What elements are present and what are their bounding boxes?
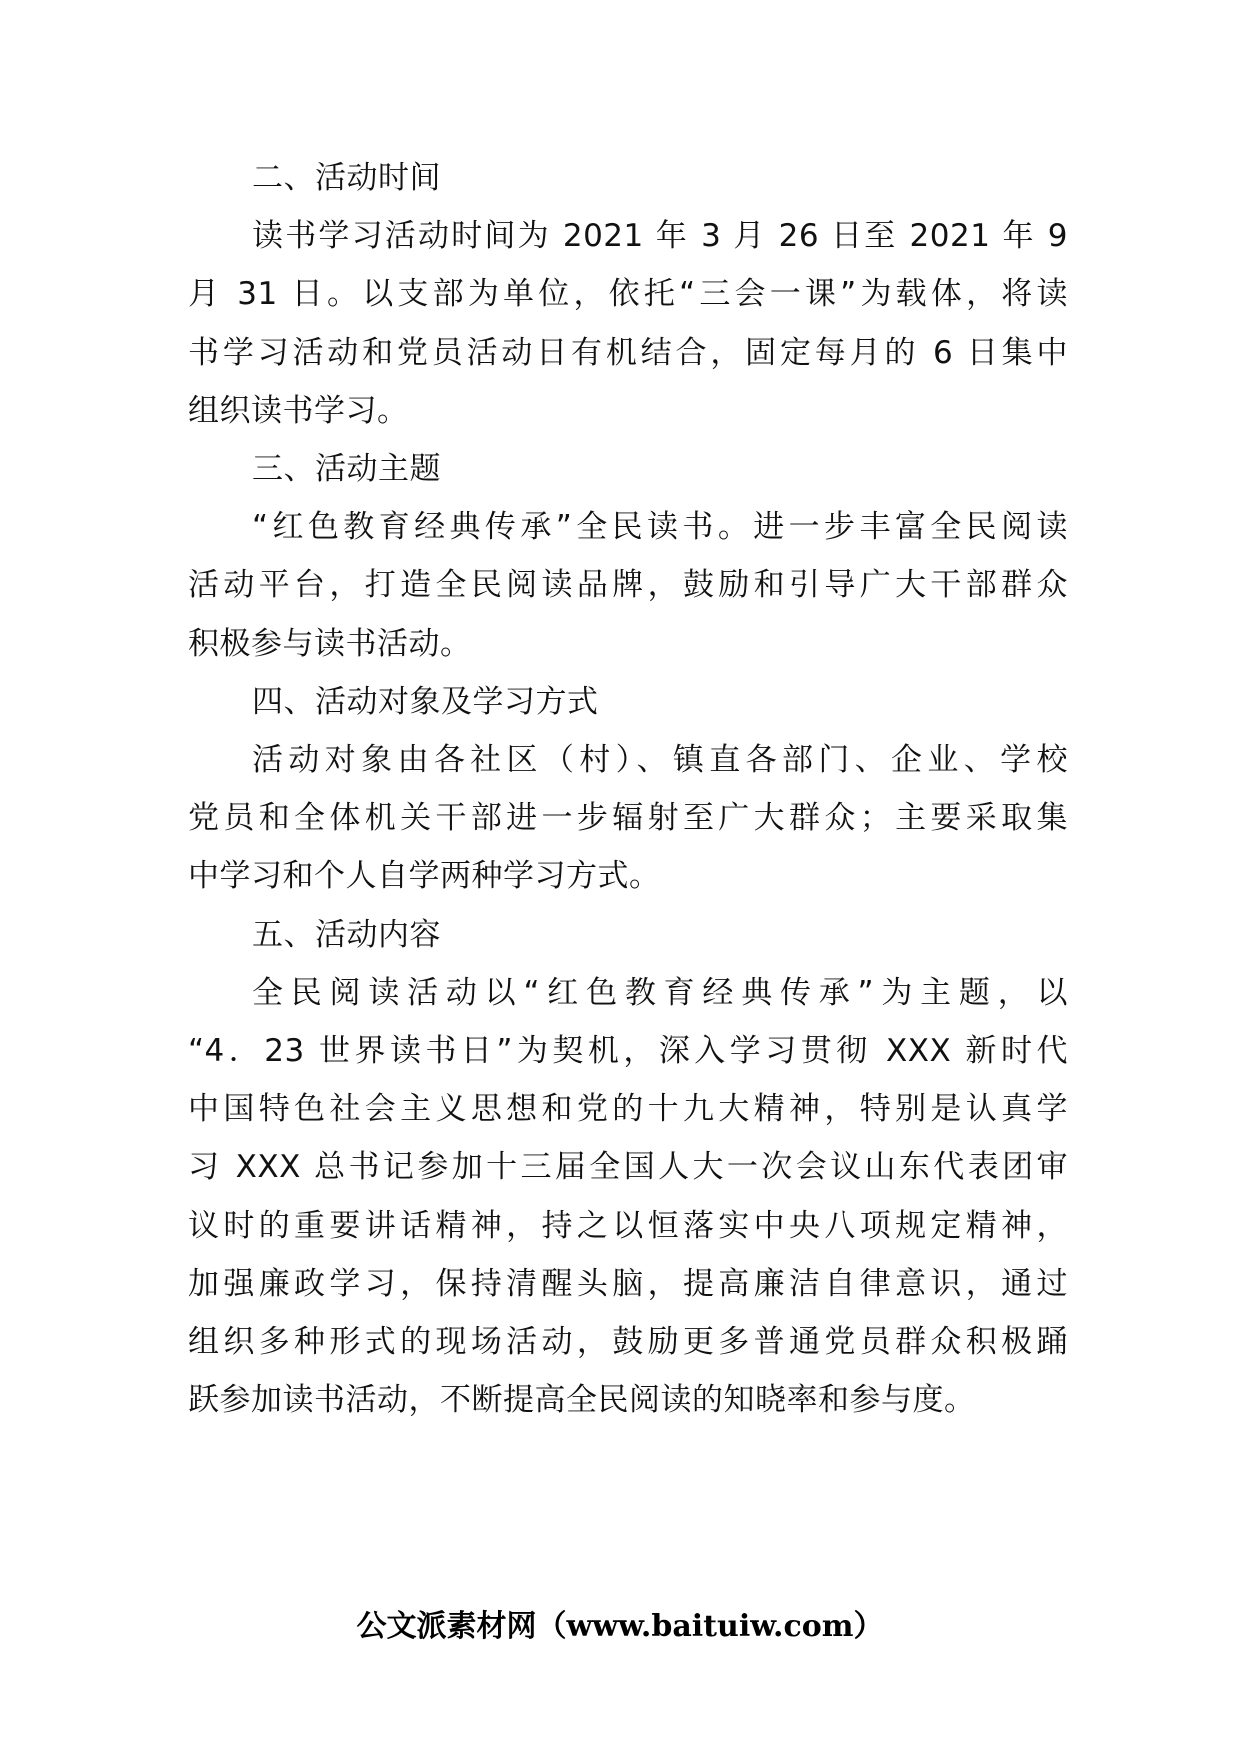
footer-watermark: 公文派素材网（www.baituiw.com） (356, 1609, 884, 1644)
paragraph-line: 月 31 日。以支部为单位，依托“三会一课”为载体，将读 (188, 276, 1068, 313)
paragraph-line: 积极参与读书活动。 (188, 625, 472, 662)
paragraph-line: 加强廉政学习，保持清醒头脑，提高廉洁自律意识，通过 (188, 1265, 1068, 1302)
paragraph-line: 书学习活动和党员活动日有机结合，固定每月的 6 日集中 (188, 334, 1068, 371)
paragraph-line: “4．23 世界读书日”为契机，深入学习贯彻 XXX 新时代 (188, 1033, 1068, 1069)
paragraph-line: 读书学习活动时间为 2021 年 3 月 26 日至 2021 年 9 (252, 218, 1068, 255)
paragraph-line: 活动平台，打造全民阅读品牌，鼓励和引导广大干部群众 (188, 567, 1068, 604)
paragraph-line: 党员和全体机关干部进一步辐射至广大群众；主要采取集 (188, 800, 1068, 837)
paragraph-line: “红色教育经典传承”全民读书。进一步丰富全民阅读 (252, 509, 1068, 546)
section-heading: 五、活动内容 (252, 916, 441, 953)
paragraph-line: 习 XXX 总书记参加十三届全国人大一次会议山东代表团审 (188, 1149, 1068, 1186)
paragraph-line: 议时的重要讲话精神，持之以恒落实中央八项规定精神， (188, 1207, 1068, 1244)
section-heading: 二、活动时间 (252, 160, 441, 196)
paragraph-line: 组织读书学习。 (188, 392, 409, 429)
paragraph-line: 中国特色社会主义思想和党的十九大精神，特别是认真学 (188, 1091, 1068, 1128)
paragraph-line: 全民阅读活动以“红色教育经典传承”为主题，以 (252, 974, 1068, 1011)
paragraph-line: 跃参加读书活动，不断提高全民阅读的知晓率和参与度。 (188, 1382, 976, 1419)
section-heading: 四、活动对象及学习方式 (252, 683, 599, 720)
paragraph-line: 活动对象由各社区（村）、镇直各部门、企业、学校 (252, 742, 1068, 778)
paragraph-line: 中学习和个人自学两种学习方式。 (188, 858, 661, 895)
section-heading: 三、活动主题 (252, 451, 441, 487)
paragraph-line: 组织多种形式的现场活动，鼓励更多普通党员群众积极踊 (188, 1324, 1068, 1360)
